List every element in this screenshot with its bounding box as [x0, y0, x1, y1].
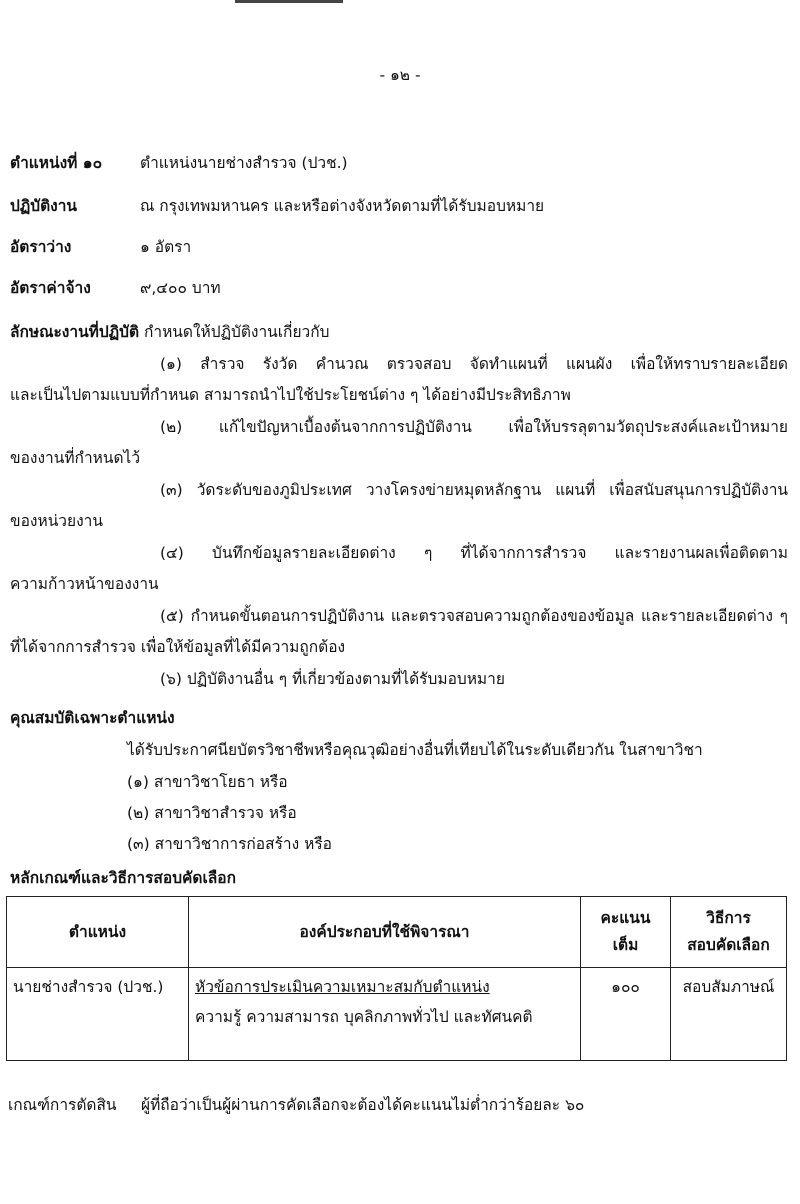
row-component-detail: ความรู้ ความสามารถ บุคลิกภาพทั่วไป และทัศนคติ	[195, 1008, 533, 1026]
position-value: ตำแหน่งนายช่างสำรวจ (ปวช.)	[140, 154, 348, 172]
duty-3-line-2: ของหน่วยงาน	[10, 512, 103, 530]
qualification-item-1: (๑) สาขาวิชาโยธา หรือ	[127, 773, 288, 791]
row-component-title: หัวข้อการประเมินความเหมาะสมกับตำแหน่ง	[195, 978, 490, 996]
duty-2-line-1: (๒) แก้ไขปัญหาเบื้องต้นจากการปฏิบัติงาน เพื่อให้บรรลุตามวัตถุประสงค์และเป้าหมาย	[160, 418, 788, 436]
duty-5-line-2: ที่ได้จากการสำรวจ เพื่อให้ข้อมูลที่ได้มีความถูกต้อง	[10, 638, 346, 656]
header-method	[671, 897, 787, 968]
vacancy-label: อัตราว่าง	[10, 238, 72, 256]
qualifications-intro: ได้รับประกาศนียบัตรวิชาชีพหรือคุณวุฒิอย่างอื่นที่เทียบได้ในระดับเดียวกัน ในสาขาวิชา	[127, 741, 703, 759]
duty-3-line-1: (๓) วัดระดับของภูมิประเทศ วางโครงข่ายหมุดหลักฐาน แผนที่ เพื่อสนับสนุนการปฏิบัติงาน	[160, 481, 788, 499]
criteria-value: ผู้ที่ถือว่าเป็นผู้ผ่านการคัดเลือกจะต้องได้คะแนนไม่ต่ำกว่าร้อยละ ๖๐	[141, 1096, 585, 1114]
position-label: ตำแหน่งที่ ๑๐	[10, 154, 103, 172]
workplace-label: ปฏิบัติงาน	[10, 197, 78, 215]
duty-4-line-1: (๔) บันทึกข้อมูลรายละเอียดต่าง ๆ ที่ได้จากการสำรวจ และรายงานผลเพื่อติดตาม	[160, 544, 788, 562]
header-score-line-1: คะแนน	[600, 909, 651, 927]
workplace-value: ณ กรุงเทพมหานคร และหรือต่างจังหวัดตามที่ได้รับมอบหมาย	[140, 197, 545, 215]
row-position: นายช่างสำรวจ (ปวช.)	[7, 968, 189, 1061]
page-number: - ๑๒ -	[379, 66, 421, 84]
table-row	[7, 968, 787, 1061]
row-components	[189, 968, 581, 1061]
selection-table	[6, 896, 787, 1061]
vacancy-value: ๑ อัตรา	[140, 238, 192, 256]
duty-2-line-2: ของงานที่กำหนดไว้	[10, 449, 141, 467]
duties-heading-line	[10, 319, 329, 344]
salary-label: อัตราค่าจ้าง	[10, 279, 91, 297]
criteria-label: เกณฑ์การตัดสิน	[8, 1096, 117, 1114]
selection-table-header-row	[7, 897, 787, 968]
header-method-line-2: สอบคัดเลือก	[687, 936, 770, 954]
qualification-item-3: (๓) สาขาวิชาการก่อสร้าง หรือ	[127, 835, 332, 853]
duty-6-line-1: (๖) ปฏิบัติงานอื่น ๆ ที่เกี่ยวข้องตามที่ได้รับมอบหมาย	[160, 670, 505, 688]
duties-heading: ลักษณะงานที่ปฏิบัติ	[10, 323, 140, 341]
header-components: องค์ประกอบที่ใช้พิจารณา	[189, 897, 581, 968]
header-method-line-1: วิธีการ	[706, 909, 751, 927]
scan-edge-mark	[235, 0, 343, 3]
duty-5-line-1: (๕) กำหนดขั้นตอนการปฏิบัติงาน และตรวจสอบความถูกต้องของข้อมูล และรายละเอียดต่าง ๆ	[160, 607, 788, 625]
duty-1-line-1: (๑) สำรวจ รังวัด คำนวณ ตรวจสอบ จัดทำแผนที่ แผนผัง เพื่อให้ทราบรายละเอียด	[160, 355, 788, 373]
selection-heading: หลักเกณฑ์และวิธีการสอบคัดเลือก	[10, 869, 236, 887]
row-score: ๑๐๐	[581, 968, 671, 1061]
row-method: สอบสัมภาษณ์	[671, 968, 787, 1061]
qualification-item-2: (๒) สาขาวิชาสำรวจ หรือ	[127, 804, 297, 822]
header-position: ตำแหน่ง	[7, 897, 189, 968]
duty-1-line-2: และเป็นไปตามแบบที่กำหนด สามารถนำไปใช้ประโยชน์ต่าง ๆ ได้อย่างมีประสิทธิภาพ	[10, 386, 571, 404]
header-score	[581, 897, 671, 968]
duties-intro: กำหนดให้ปฏิบัติงานเกี่ยวกับ	[143, 323, 330, 341]
header-score-line-2: เต็ม	[612, 936, 639, 954]
qualifications-heading: คุณสมบัติเฉพาะตำแหน่ง	[10, 709, 175, 727]
duty-4-line-2: ความก้าวหน้าของงาน	[10, 575, 159, 593]
salary-value: ๙,๔๐๐ บาท	[140, 279, 221, 297]
